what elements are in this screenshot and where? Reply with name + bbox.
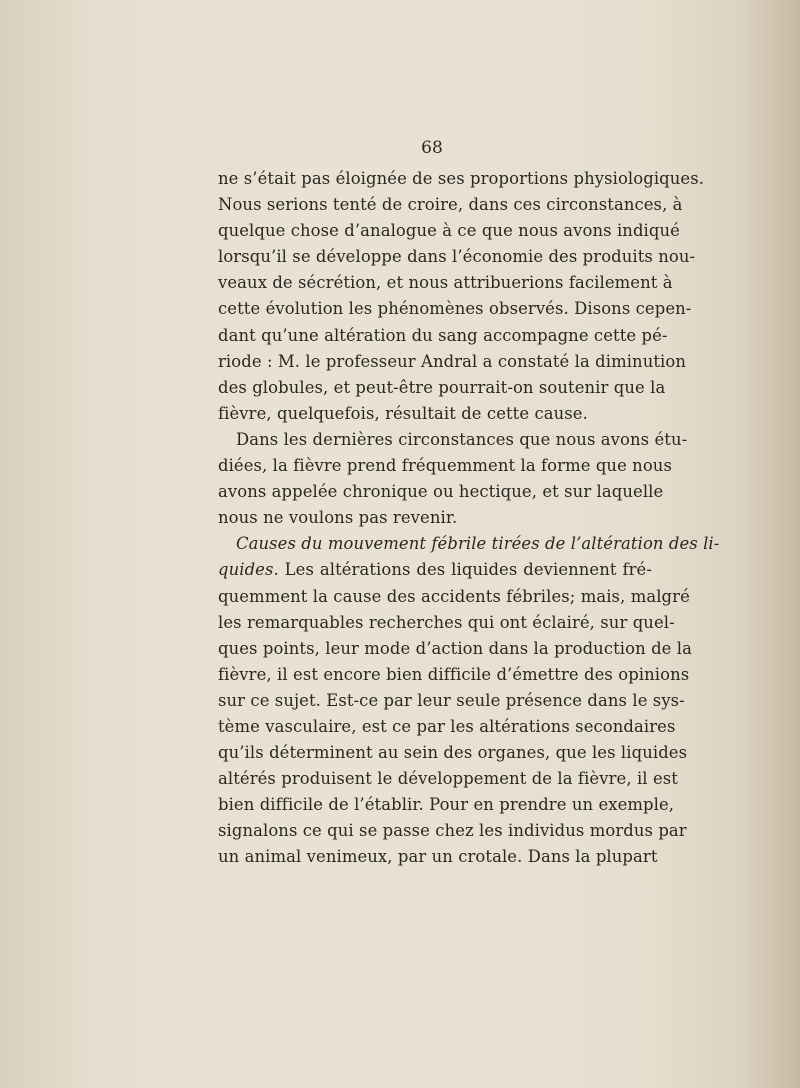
text-line: quelque chose d’analogue à ce que nous avons indiqué [218, 221, 680, 241]
text-line: quides. Les altérations des liquides deviennent fré- [218, 560, 652, 580]
text-line: altérés produisent le développement de la fièvre, il est [218, 769, 678, 789]
text-line: tème vasculaire, est ce par les altérations secondaires [218, 716, 676, 736]
text-line: lorsqu’il se développe dans l’économie des produits nou- [218, 247, 696, 267]
text-line: riode : M. le professeur Andral a constaté la diminution [218, 351, 687, 371]
text-line: fièvre, il est encore bien difficile d’émettre des opinions [218, 664, 690, 684]
section-heading-line: Causes du mouvement fébrile tirées de l’altération des li- [236, 534, 720, 554]
text-line: signalons ce qui se passe chez les individus mordus par [218, 821, 687, 841]
text-line: les remarquables recherches qui ont éclairé, sur quel- [218, 612, 675, 632]
text-line: diées, la fièvre prend fréquemment la forme que nous [218, 456, 672, 476]
text-line: avons appelée chronique ou hectique, et sur laquelle [218, 482, 664, 502]
text-line: des globules, et peut-être pourrait-on soutenir que la [218, 377, 666, 397]
page-edge-shadow [740, 0, 800, 1088]
text-line: nous ne voulons pas revenir. [218, 508, 458, 528]
text-line: veaux de sécrétion, et nous attribuerions facilement à [218, 273, 673, 293]
text-line: ques points, leur mode d’action dans la production de la [218, 638, 692, 658]
text-line: fièvre, quelquefois, résultait de cette cause. [218, 403, 588, 423]
text-line: qu’ils déterminent au sein des organes, que les liquides [218, 743, 688, 763]
page-number: 68 [421, 138, 443, 158]
text-line: cette évolution les phénomènes observés. Disons cepen- [218, 299, 692, 319]
text-line: ne s’était pas éloignée de ses proportions physiologiques. [218, 169, 705, 188]
text-line: bien difficile de l’établir. Pour en prendre un exemple, [218, 795, 675, 815]
text-line: Nous serions tenté de croire, dans ces circonstances, à [218, 195, 683, 215]
text-line: sur ce sujet. Est-ce par leur seule présence dans le sys- [218, 690, 685, 710]
text-line: Dans les dernières circonstances que nous avons étu- [236, 429, 688, 449]
text-line: dant qu’une altération du sang accompagne cette pé- [218, 325, 668, 345]
text-line: quemment la cause des accidents fébriles; mais, malgré [218, 586, 690, 606]
text-line: un animal venimeux, par un crotale. Dans la plupart [218, 847, 658, 867]
body-text [218, 166, 720, 871]
